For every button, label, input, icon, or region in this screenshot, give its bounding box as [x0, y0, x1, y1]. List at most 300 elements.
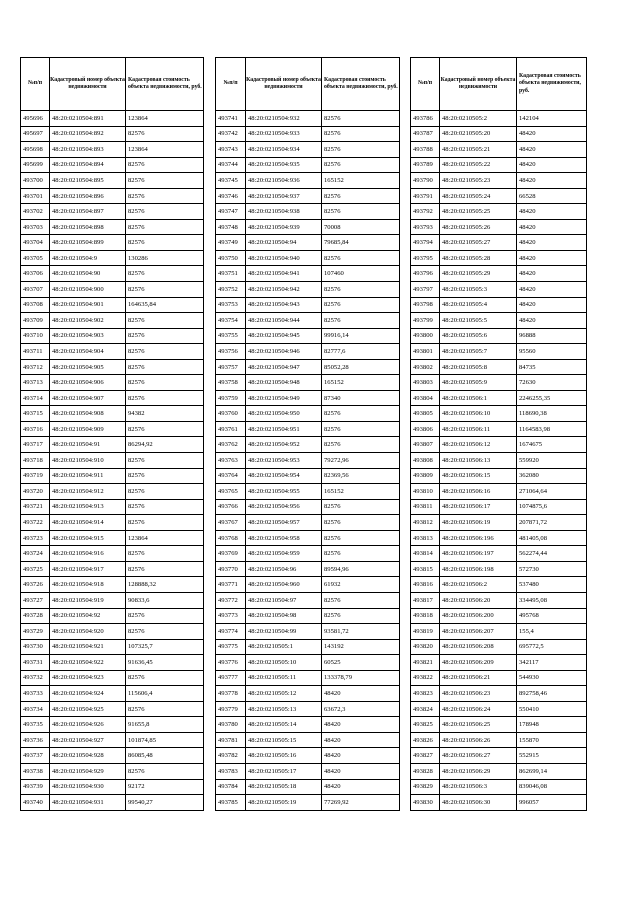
- cadastral-value: 61932: [322, 577, 400, 593]
- row-number: 493721: [21, 499, 50, 515]
- cadastral-value: 92172: [126, 779, 204, 795]
- row-number: 493780: [216, 717, 246, 733]
- cadastral-number: 48:20:0210504:941: [246, 266, 322, 282]
- row-number: 493795: [411, 250, 440, 266]
- row-number: 493770: [216, 561, 246, 577]
- cadastral-value: 537480: [517, 577, 587, 593]
- row-number: 493821: [411, 655, 440, 671]
- cadastral-value: 550410: [517, 701, 587, 717]
- cadastral-value: 552915: [517, 748, 587, 764]
- row-number: 493816: [411, 577, 440, 593]
- cadastral-table-3: [410, 57, 587, 811]
- table-row: [216, 515, 400, 531]
- cadastral-number: 48:20:0210504:943: [246, 297, 322, 313]
- table-row: [21, 157, 204, 173]
- cadastral-number: 48:20:0210504:910: [50, 453, 126, 469]
- cadastral-value: 271064,64: [517, 484, 587, 500]
- table-row: [216, 655, 400, 671]
- cadastral-value: 82576: [126, 546, 204, 562]
- cadastral-value: 48420: [517, 250, 587, 266]
- cadastral-value: 495768: [517, 608, 587, 624]
- cadastral-value: 99540,27: [126, 795, 204, 811]
- cadastral-number: 48:20:0210505:26: [440, 219, 517, 235]
- cadastral-number: 48:20:0210504:944: [246, 313, 322, 329]
- cadastral-table-1: [20, 57, 204, 811]
- cadastral-value: 133378,79: [322, 670, 400, 686]
- cadastral-number: 48:20:0210504:925: [50, 701, 126, 717]
- cadastral-value: 48420: [517, 282, 587, 298]
- table-row: [21, 266, 204, 282]
- header-cadastral-value: Кадастровая стоимость объекта недвижимости, руб.: [126, 58, 204, 111]
- row-number: 493791: [411, 188, 440, 204]
- cadastral-number: 48:20:0210504:907: [50, 390, 126, 406]
- row-number: 493708: [21, 297, 50, 313]
- row-number: 493748: [216, 219, 246, 235]
- cadastral-number: 48:20:0210506:2: [440, 577, 517, 593]
- cadastral-value: 107325,7: [126, 639, 204, 655]
- cadastral-number: 48:20:0210504:917: [50, 561, 126, 577]
- table-row: [411, 717, 587, 733]
- cadastral-value: 63672,3: [322, 701, 400, 717]
- cadastral-value: 48420: [322, 763, 400, 779]
- row-number: 493823: [411, 686, 440, 702]
- table-row: [21, 717, 204, 733]
- cadastral-number: 48:20:0210505:4: [440, 297, 517, 313]
- cadastral-value: 572730: [517, 561, 587, 577]
- cadastral-value: 82576: [322, 111, 400, 127]
- table-row: [216, 313, 400, 329]
- row-number: 493706: [21, 266, 50, 282]
- cadastral-number: 48:20:0210504:938: [246, 204, 322, 220]
- row-number: 493715: [21, 406, 50, 422]
- cadastral-number: 48:20:0210504:97: [246, 592, 322, 608]
- cadastral-value: 94382: [126, 406, 204, 422]
- cadastral-value: 862699,14: [517, 763, 587, 779]
- cadastral-value: 695772,5: [517, 639, 587, 655]
- row-number: 493778: [216, 686, 246, 702]
- cadastral-value: 155870: [517, 732, 587, 748]
- cadastral-number: 48:20:0210504:912: [50, 484, 126, 500]
- cadastral-value: 164635,84: [126, 297, 204, 313]
- table-row: [21, 142, 204, 158]
- row-number: 493775: [216, 639, 246, 655]
- cadastral-value: 115606,4: [126, 686, 204, 702]
- header-cadastral-value: Кадастровая стоимость объекта недвижимости, руб.: [517, 58, 587, 111]
- cadastral-value: 82576: [322, 126, 400, 142]
- table-row: [216, 390, 400, 406]
- row-number: 493765: [216, 484, 246, 500]
- cadastral-number: 48:20:0210504:950: [246, 406, 322, 422]
- cadastral-number: 48:20:0210504:960: [246, 577, 322, 593]
- row-number: 493767: [216, 515, 246, 531]
- cadastral-number: 48:20:0210504:893: [50, 142, 126, 158]
- cadastral-number: 48:20:0210505:28: [440, 250, 517, 266]
- cadastral-value: 101874,85: [126, 732, 204, 748]
- cadastral-value: 82576: [126, 421, 204, 437]
- cadastral-value: 82576: [322, 250, 400, 266]
- table-row: [411, 561, 587, 577]
- cadastral-number: 48:20:0210505:7: [440, 344, 517, 360]
- cadastral-number: 48:20:0210505:15: [246, 732, 322, 748]
- table-row: [216, 795, 400, 811]
- table-row: [411, 375, 587, 391]
- header-cadastral-number: Кадастровый номер объекта недвижимости: [440, 58, 517, 111]
- table-row: [21, 390, 204, 406]
- table-row: [411, 686, 587, 702]
- row-number: 495699: [21, 157, 50, 173]
- cadastral-value: 544930: [517, 670, 587, 686]
- cadastral-value: 48420: [517, 126, 587, 142]
- header-cadastral-number: Кадастровый номер объекта недвижимости: [246, 58, 322, 111]
- row-number: 493761: [216, 421, 246, 437]
- table-row: [21, 173, 204, 189]
- cadastral-number: 48:20:0210504:936: [246, 173, 322, 189]
- table-row: [411, 577, 587, 593]
- cadastral-number: 48:20:0210505:19: [246, 795, 322, 811]
- row-number: 493769: [216, 546, 246, 562]
- row-number: 493781: [216, 732, 246, 748]
- row-number: 493752: [216, 282, 246, 298]
- cadastral-number: 48:20:0210506:27: [440, 748, 517, 764]
- row-number: 493757: [216, 359, 246, 375]
- cadastral-number: 48:20:0210504:930: [50, 779, 126, 795]
- table-row: [21, 701, 204, 717]
- cadastral-number: 48:20:0210504:959: [246, 546, 322, 562]
- cadastral-number: 48:20:0210504:99: [246, 624, 322, 640]
- cadastral-value: 82576: [322, 157, 400, 173]
- cadastral-value: 334495,08: [517, 592, 587, 608]
- cadastral-value: 48420: [322, 779, 400, 795]
- cadastral-number: 48:20:0210506:1: [440, 390, 517, 406]
- row-number: 493712: [21, 359, 50, 375]
- table-row: [216, 748, 400, 764]
- table-row: [411, 624, 587, 640]
- cadastral-value: 60525: [322, 655, 400, 671]
- cadastral-number: 48:20:0210506:209: [440, 655, 517, 671]
- cadastral-number: 48:20:0210505:18: [246, 779, 322, 795]
- header-number: №п/п: [216, 58, 246, 111]
- row-number: 493763: [216, 453, 246, 469]
- table-row: [216, 484, 400, 500]
- cadastral-number: 48:20:0210504:949: [246, 390, 322, 406]
- cadastral-value: 48420: [322, 686, 400, 702]
- cadastral-value: 48420: [322, 732, 400, 748]
- table-row: [21, 297, 204, 313]
- table-row: [21, 406, 204, 422]
- table-row: [411, 328, 587, 344]
- row-number: 493788: [411, 142, 440, 158]
- table-row: [216, 624, 400, 640]
- cadastral-number: 48:20:0210504:921: [50, 639, 126, 655]
- cadastral-value: 82576: [126, 359, 204, 375]
- cadastral-value: 118690,38: [517, 406, 587, 422]
- cadastral-value: 82576: [322, 406, 400, 422]
- cadastral-value: 93581,72: [322, 624, 400, 640]
- row-number: 493705: [21, 250, 50, 266]
- cadastral-value: 82369,56: [322, 468, 400, 484]
- cadastral-number: 48:20:0210506:26: [440, 732, 517, 748]
- cadastral-value: 48420: [517, 157, 587, 173]
- row-number: 493759: [216, 390, 246, 406]
- cadastral-number: 48:20:0210505:12: [246, 686, 322, 702]
- cadastral-number: 48:20:0210504:9: [50, 250, 126, 266]
- table-row: [21, 655, 204, 671]
- table-row: [21, 639, 204, 655]
- row-number: 493810: [411, 484, 440, 500]
- cadastral-value: 165152: [322, 375, 400, 391]
- cadastral-value: 82576: [322, 546, 400, 562]
- row-number: 493797: [411, 282, 440, 298]
- table-row: [216, 686, 400, 702]
- row-number: 493824: [411, 701, 440, 717]
- cadastral-number: 48:20:0210506:196: [440, 530, 517, 546]
- cadastral-number: 48:20:0210505:24: [440, 188, 517, 204]
- cadastral-number: 48:20:0210504:98: [246, 608, 322, 624]
- cadastral-number: 48:20:0210504:946: [246, 344, 322, 360]
- cadastral-value: 82576: [322, 297, 400, 313]
- row-number: 493719: [21, 468, 50, 484]
- row-number: 493703: [21, 219, 50, 235]
- table-row: [216, 126, 400, 142]
- cadastral-value: 1674675: [517, 437, 587, 453]
- cadastral-value: 82576: [126, 701, 204, 717]
- row-number: 493754: [216, 313, 246, 329]
- row-number: 493737: [21, 748, 50, 764]
- cadastral-number: 48:20:0210504:901: [50, 297, 126, 313]
- table-row: [411, 592, 587, 608]
- row-number: 493735: [21, 717, 50, 733]
- header-row: [216, 58, 400, 111]
- cadastral-number: 48:20:0210506:200: [440, 608, 517, 624]
- row-number: 493806: [411, 421, 440, 437]
- cadastral-value: 89594,96: [322, 561, 400, 577]
- table-row: [411, 157, 587, 173]
- cadastral-number: 48:20:0210506:13: [440, 453, 517, 469]
- cadastral-value: 82576: [322, 608, 400, 624]
- cadastral-number: 48:20:0210504:947: [246, 359, 322, 375]
- cadastral-number: 48:20:0210504:92: [50, 608, 126, 624]
- row-number: 493825: [411, 717, 440, 733]
- row-number: 493734: [21, 701, 50, 717]
- cadastral-table-2: [215, 57, 400, 811]
- table-row: [21, 375, 204, 391]
- table-row: [411, 297, 587, 313]
- table-row: [21, 779, 204, 795]
- table-row: [411, 795, 587, 811]
- row-number: 493750: [216, 250, 246, 266]
- table-row: [21, 763, 204, 779]
- row-number: 493741: [216, 111, 246, 127]
- cadastral-number: 48:20:0210505:21: [440, 142, 517, 158]
- cadastral-number: 48:20:0210504:903: [50, 328, 126, 344]
- row-number: 493709: [21, 313, 50, 329]
- cadastral-value: 82576: [126, 157, 204, 173]
- row-number: 493720: [21, 484, 50, 500]
- table-row: [411, 142, 587, 158]
- cadastral-value: 82576: [322, 188, 400, 204]
- row-number: 493798: [411, 297, 440, 313]
- table-row: [411, 313, 587, 329]
- table-body: [21, 111, 204, 811]
- cadastral-value: 82576: [126, 390, 204, 406]
- row-number: 493829: [411, 779, 440, 795]
- cadastral-value: 207871,72: [517, 515, 587, 531]
- cadastral-number: 48:20:0210504:927: [50, 732, 126, 748]
- row-number: 493774: [216, 624, 246, 640]
- table-row: [411, 111, 587, 127]
- cadastral-number: 48:20:0210504:91: [50, 437, 126, 453]
- cadastral-number: 48:20:0210506:20: [440, 592, 517, 608]
- row-number: 493742: [216, 126, 246, 142]
- row-number: 493801: [411, 344, 440, 360]
- row-number: 493827: [411, 748, 440, 764]
- cadastral-number: 48:20:0210505:17: [246, 763, 322, 779]
- row-number: 493822: [411, 670, 440, 686]
- table-row: [216, 437, 400, 453]
- cadastral-number: 48:20:0210506:19: [440, 515, 517, 531]
- row-number: 493809: [411, 468, 440, 484]
- cadastral-number: 48:20:0210504:932: [246, 111, 322, 127]
- cadastral-number: 48:20:0210505:20: [440, 126, 517, 142]
- table-row: [21, 732, 204, 748]
- cadastral-number: 48:20:0210504:918: [50, 577, 126, 593]
- row-number: 493799: [411, 313, 440, 329]
- cadastral-number: 48:20:0210504:913: [50, 499, 126, 515]
- cadastral-number: 48:20:0210504:914: [50, 515, 126, 531]
- header-cadastral-value: Кадастровая стоимость объекта недвижимости, руб.: [322, 58, 400, 111]
- cadastral-value: 342117: [517, 655, 587, 671]
- table-row: [21, 235, 204, 251]
- table-row: [21, 795, 204, 811]
- header-number: №п/п: [411, 58, 440, 111]
- table-row: [21, 624, 204, 640]
- row-number: 493701: [21, 188, 50, 204]
- table-row: [411, 655, 587, 671]
- cadastral-number: 48:20:0210504:924: [50, 686, 126, 702]
- row-number: 493812: [411, 515, 440, 531]
- cadastral-number: 48:20:0210504:909: [50, 421, 126, 437]
- row-number: 493807: [411, 437, 440, 453]
- cadastral-value: 82576: [126, 235, 204, 251]
- table-row: [216, 235, 400, 251]
- cadastral-value: 82576: [126, 515, 204, 531]
- table-row: [21, 219, 204, 235]
- header-row: [411, 58, 587, 111]
- row-number: 493790: [411, 173, 440, 189]
- cadastral-number: 48:20:0210504:895: [50, 173, 126, 189]
- cadastral-value: 48420: [322, 748, 400, 764]
- row-number: 493792: [411, 204, 440, 220]
- cadastral-number: 48:20:0210504:942: [246, 282, 322, 298]
- cadastral-value: 143192: [322, 639, 400, 655]
- cadastral-number: 48:20:0210504:955: [246, 484, 322, 500]
- row-number: 493808: [411, 453, 440, 469]
- cadastral-number: 48:20:0210505:2: [440, 111, 517, 127]
- cadastral-number: 48:20:0210504:934: [246, 142, 322, 158]
- row-number: 493819: [411, 624, 440, 640]
- cadastral-value: 82576: [322, 515, 400, 531]
- table-row: [411, 406, 587, 422]
- table-row: [216, 717, 400, 733]
- cadastral-value: 123864: [126, 142, 204, 158]
- table-row: [216, 561, 400, 577]
- cadastral-number: 48:20:0210505:5: [440, 313, 517, 329]
- cadastral-number: 48:20:0210506:16: [440, 484, 517, 500]
- row-number: 493745: [216, 173, 246, 189]
- row-number: 493710: [21, 328, 50, 344]
- cadastral-value: 79272,96: [322, 453, 400, 469]
- row-number: 493785: [216, 795, 246, 811]
- cadastral-number: 48:20:0210504:922: [50, 655, 126, 671]
- cadastral-number: 48:20:0210506:3: [440, 779, 517, 795]
- table-row: [216, 546, 400, 562]
- table-row: [21, 515, 204, 531]
- row-number: 493789: [411, 157, 440, 173]
- cadastral-number: 48:20:0210505:14: [246, 717, 322, 733]
- table-row: [216, 639, 400, 655]
- table-row: [216, 219, 400, 235]
- table-row: [216, 406, 400, 422]
- cadastral-value: 48420: [517, 219, 587, 235]
- row-number: 493724: [21, 546, 50, 562]
- cadastral-number: 48:20:0210505:10: [246, 655, 322, 671]
- cadastral-number: 48:20:0210506:208: [440, 639, 517, 655]
- cadastral-number: 48:20:0210504:90: [50, 266, 126, 282]
- cadastral-value: 82576: [126, 266, 204, 282]
- table-row: [21, 453, 204, 469]
- row-number: 493830: [411, 795, 440, 811]
- table-row: [21, 484, 204, 500]
- table-row: [411, 219, 587, 235]
- table-row: [411, 468, 587, 484]
- cadastral-number: 48:20:0210504:916: [50, 546, 126, 562]
- table-row: [21, 499, 204, 515]
- cadastral-number: 48:20:0210506:10: [440, 406, 517, 422]
- table-row: [216, 468, 400, 484]
- row-number: 493818: [411, 608, 440, 624]
- table-row: [411, 608, 587, 624]
- cadastral-number: 48:20:0210506:29: [440, 763, 517, 779]
- cadastral-number: 48:20:0210504:905: [50, 359, 126, 375]
- cadastral-number: 48:20:0210506:15: [440, 468, 517, 484]
- row-number: 493784: [216, 779, 246, 795]
- cadastral-number: 48:20:0210504:931: [50, 795, 126, 811]
- table-row: [411, 344, 587, 360]
- row-number: 493738: [21, 763, 50, 779]
- row-number: 493768: [216, 530, 246, 546]
- table-row: [21, 111, 204, 127]
- cadastral-number: 48:20:0210506:21: [440, 670, 517, 686]
- table-body: [411, 111, 587, 811]
- row-number: 493744: [216, 157, 246, 173]
- cadastral-value: 82576: [126, 608, 204, 624]
- row-number: 493711: [21, 344, 50, 360]
- cadastral-value: 107460: [322, 266, 400, 282]
- table-row: [216, 592, 400, 608]
- row-number: 493755: [216, 328, 246, 344]
- cadastral-number: 48:20:0210505:8: [440, 359, 517, 375]
- table-row: [216, 157, 400, 173]
- cadastral-value: 86294,92: [126, 437, 204, 453]
- row-number: 493756: [216, 344, 246, 360]
- cadastral-number: 48:20:0210505:6: [440, 328, 517, 344]
- cadastral-number: 48:20:0210504:952: [246, 437, 322, 453]
- table-row: [216, 111, 400, 127]
- table-row: [411, 453, 587, 469]
- cadastral-value: 48420: [517, 313, 587, 329]
- cadastral-number: 48:20:0210504:923: [50, 670, 126, 686]
- cadastral-number: 48:20:0210506:24: [440, 701, 517, 717]
